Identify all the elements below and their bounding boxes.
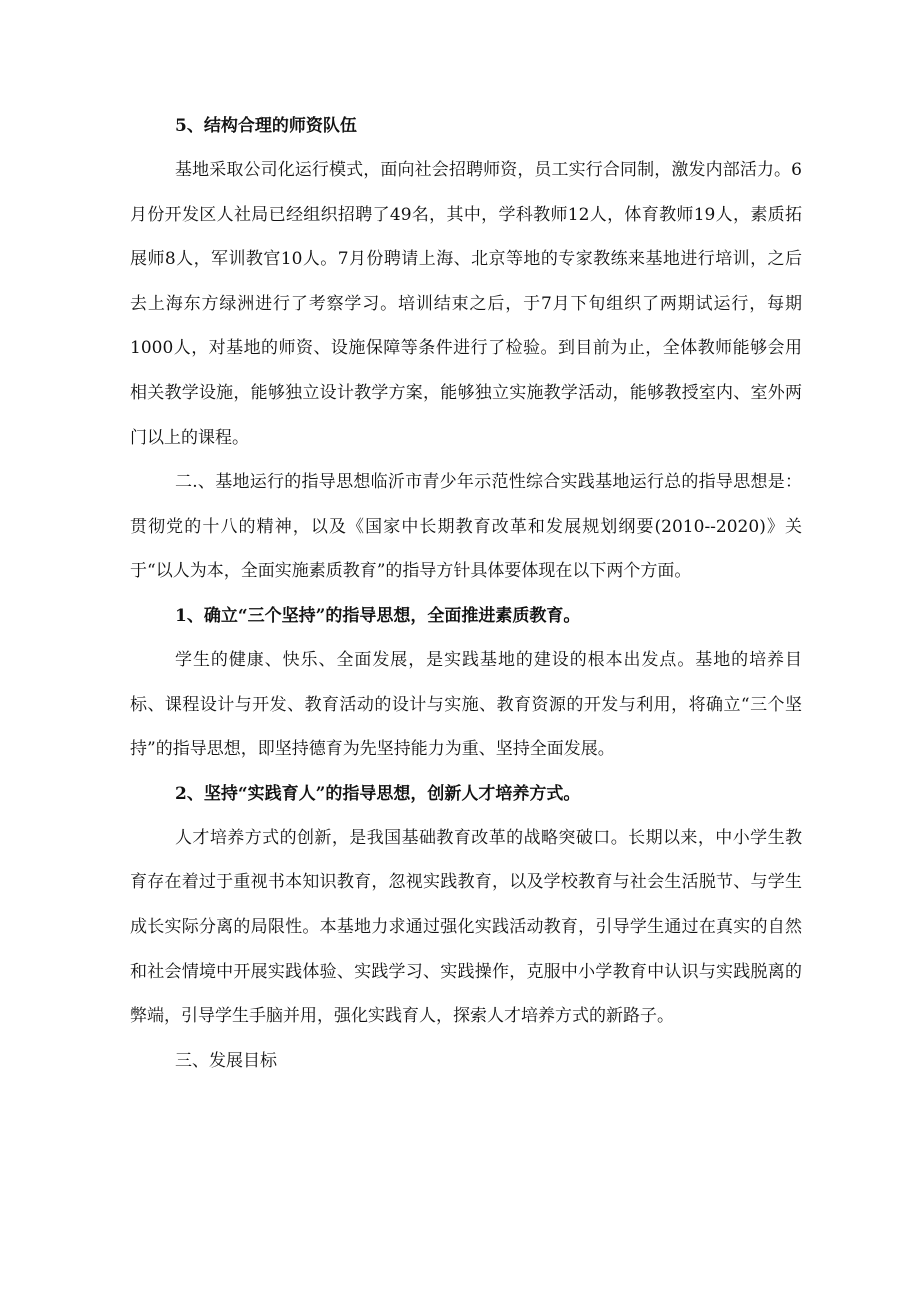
paragraph-guiding-ideology: 二.、基地运行的指导思想临沂市青少年示范性综合实践基地运行总的指导思想是：贯彻党的十八的精神，以及《国家中长期教育改革和发展规划纲要(2010--2020)》关于“以人为本，全面实施素质教育”的指导方针具体要体现在以下两个方面。 (130, 472, 802, 582)
paragraph-teaching-staff: 基地采取公司化运行模式，面向社会招聘师资，员工实行合同制，激发内部活力。6月份开发区人社局已经组织招聘了49名，其中，学科教师12人，体育教师19人，素质拓展师8人，军训教官10人。7月份聘请上海、北京等地的专家教练来基地进行培训，之后去上海东方绿洲进行了考察学习。培训结束之后，于7月下旬组织了两期试运行，每期1000人，对基地的师资、设施保障等条件进行了检验。到目前为止，全体教师能够会用相关教学设施，能够独立设计教学方案，能够独立实施教学活动，能够教授室内、室外两门以上的课程。 (130, 160, 802, 448)
section-development-goals: 三、发展目标 (175, 1050, 277, 1071)
paragraph-practice-education: 人才培养方式的创新，是我国基础教育改革的战略突破口。长期以来，中小学生教育存在着过于重视书本知识教育，忽视实践教育，以及学校教育与社会生活脱节、与学生成长实际分离的局限性。本基地力求通过强化实践活动教育，引导学生通过在真实的自然和社会情境中开展实践体验、实践学习、实践操作，克服中小学教育中认识与实践脱离的弊端，引导学生手脑并用，强化实践育人，探索人才培养方式的新路子。 (130, 827, 802, 1027)
heading-practice-education: 2、坚持“实践育人”的指导思想，创新人才培养方式。 (175, 783, 581, 804)
paragraph-three-persistences: 学生的健康、快乐、全面发展，是实践基地的建设的根本出发点。基地的培养目标、课程设计与开发、教育活动的设计与实施、教育资源的开发与利用，将确立“三个坚持”的指导思想，即坚持德育为先坚持能力为重、坚持全面发展。 (130, 649, 802, 760)
heading-teaching-staff: 5、结构合理的师资队伍 (175, 116, 357, 136)
heading-three-persistences: 1、确立“三个坚持”的指导思想，全面推进素质教育。 (175, 605, 581, 626)
document-body (130, 104, 802, 1083)
